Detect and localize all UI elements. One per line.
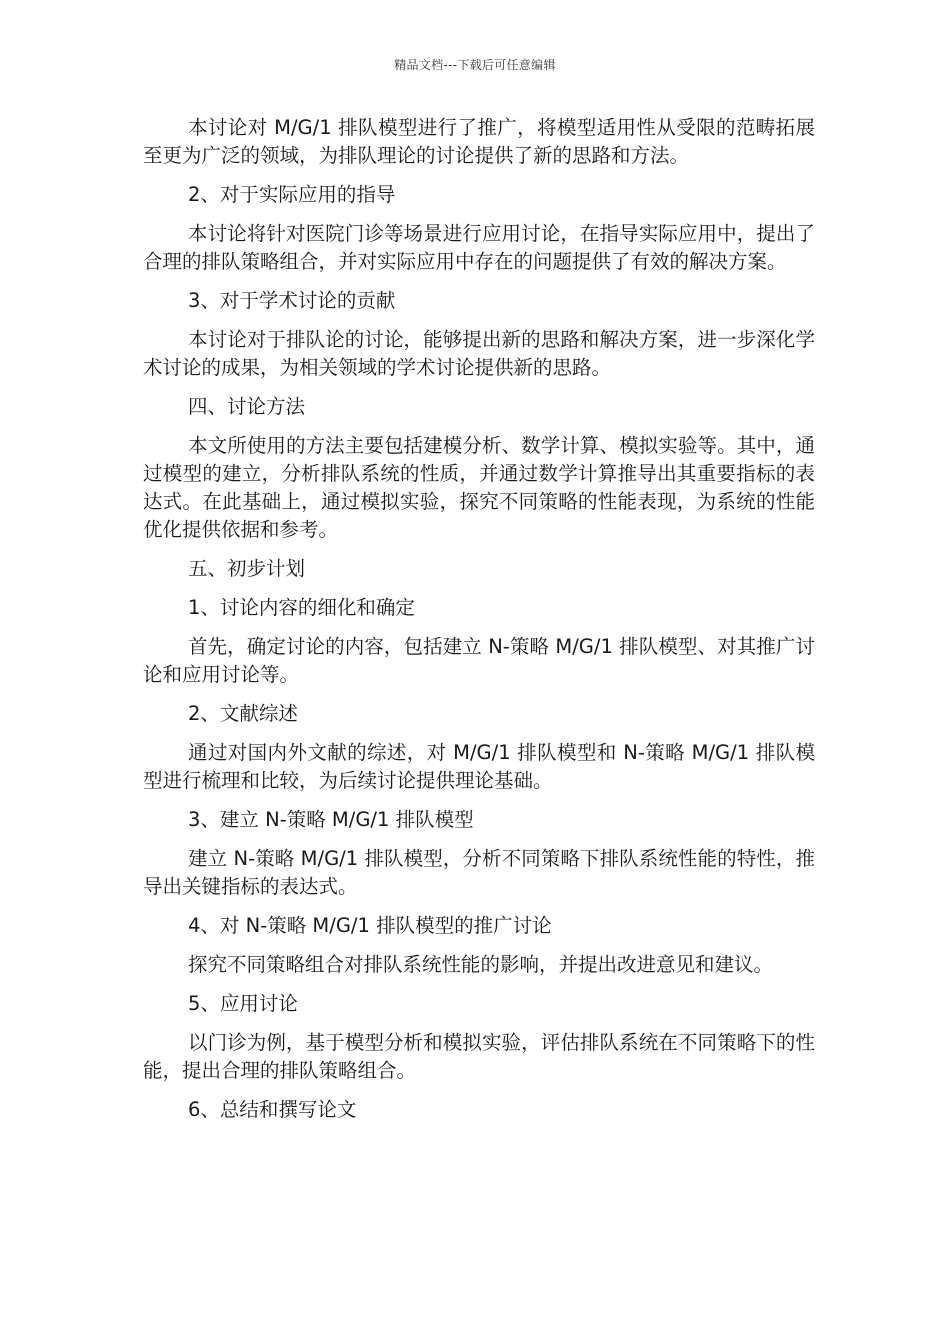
paragraph: 通过对国内外文献的综述，对 M/G/1 排队模型和 N-策略 M/G/1 排队模型进行梳理和比较，为后续讨论提供理论基础。 [143,741,815,792]
paragraph: 本讨论对 M/G/1 排队模型进行了推广，将模型适用性从受限的范畴拓展至更为广泛的领域，为排队理论的讨论提供了新的思路和方法。 [143,116,815,167]
section-heading: 四、讨论方法 [188,395,306,418]
paragraph: 本文所使用的方法主要包括建模分析、数学计算、模拟实验等。其中，通过模型的建立，分析排队系统的性质，并通过数学计算推导出其重要指标的表达式。在此基础上，通过模拟实验，探究不同策略的性能表现，为系统的性能优化提供依据和参考。 [143,434,815,541]
section-heading: 3、对于学术讨论的贡献 [188,289,396,312]
document-body [143,114,815,1135]
section-heading: 2、文献综述 [188,702,298,725]
paragraph: 首先，确定讨论的内容，包括建立 N-策略 M/G/1 排队模型、对其推广讨论和应用讨论等。 [143,635,815,686]
section-heading: 6、总结和撰写论文 [188,1098,357,1121]
paragraph: 本讨论将针对医院门诊等场景进行应用讨论，在指导实际应用中，提出了合理的排队策略组合，并对实际应用中存在的问题提供了有效的解决方案。 [143,222,815,273]
section-heading: 3、建立 N-策略 M/G/1 排队模型 [188,808,474,831]
paragraph: 本讨论对于排队论的讨论，能够提出新的思路和解决方案，进一步深化学术讨论的成果，为相关领域的学术讨论提供新的思路。 [143,328,815,379]
section-heading: 五、初步计划 [188,557,306,580]
section-heading: 5、应用讨论 [188,992,298,1015]
section-heading: 2、对于实际应用的指导 [188,183,396,206]
paragraph: 建立 N-策略 M/G/1 排队模型，分析不同策略下排队系统性能的特性，推导出关键指标的表达式。 [143,847,815,898]
section-heading: 1、讨论内容的细化和确定 [188,596,415,619]
page-header: 精品文档---下载后可任意编辑 [394,58,556,72]
paragraph: 以门诊为例，基于模型分析和模拟实验，评估排队系统在不同策略下的性能，提出合理的排队策略组合。 [143,1031,815,1082]
paragraph: 探究不同策略组合对排队系统性能的影响，并提出改进意见和建议。 [188,953,774,976]
section-heading: 4、对 N-策略 M/G/1 排队模型的推广讨论 [188,914,552,937]
